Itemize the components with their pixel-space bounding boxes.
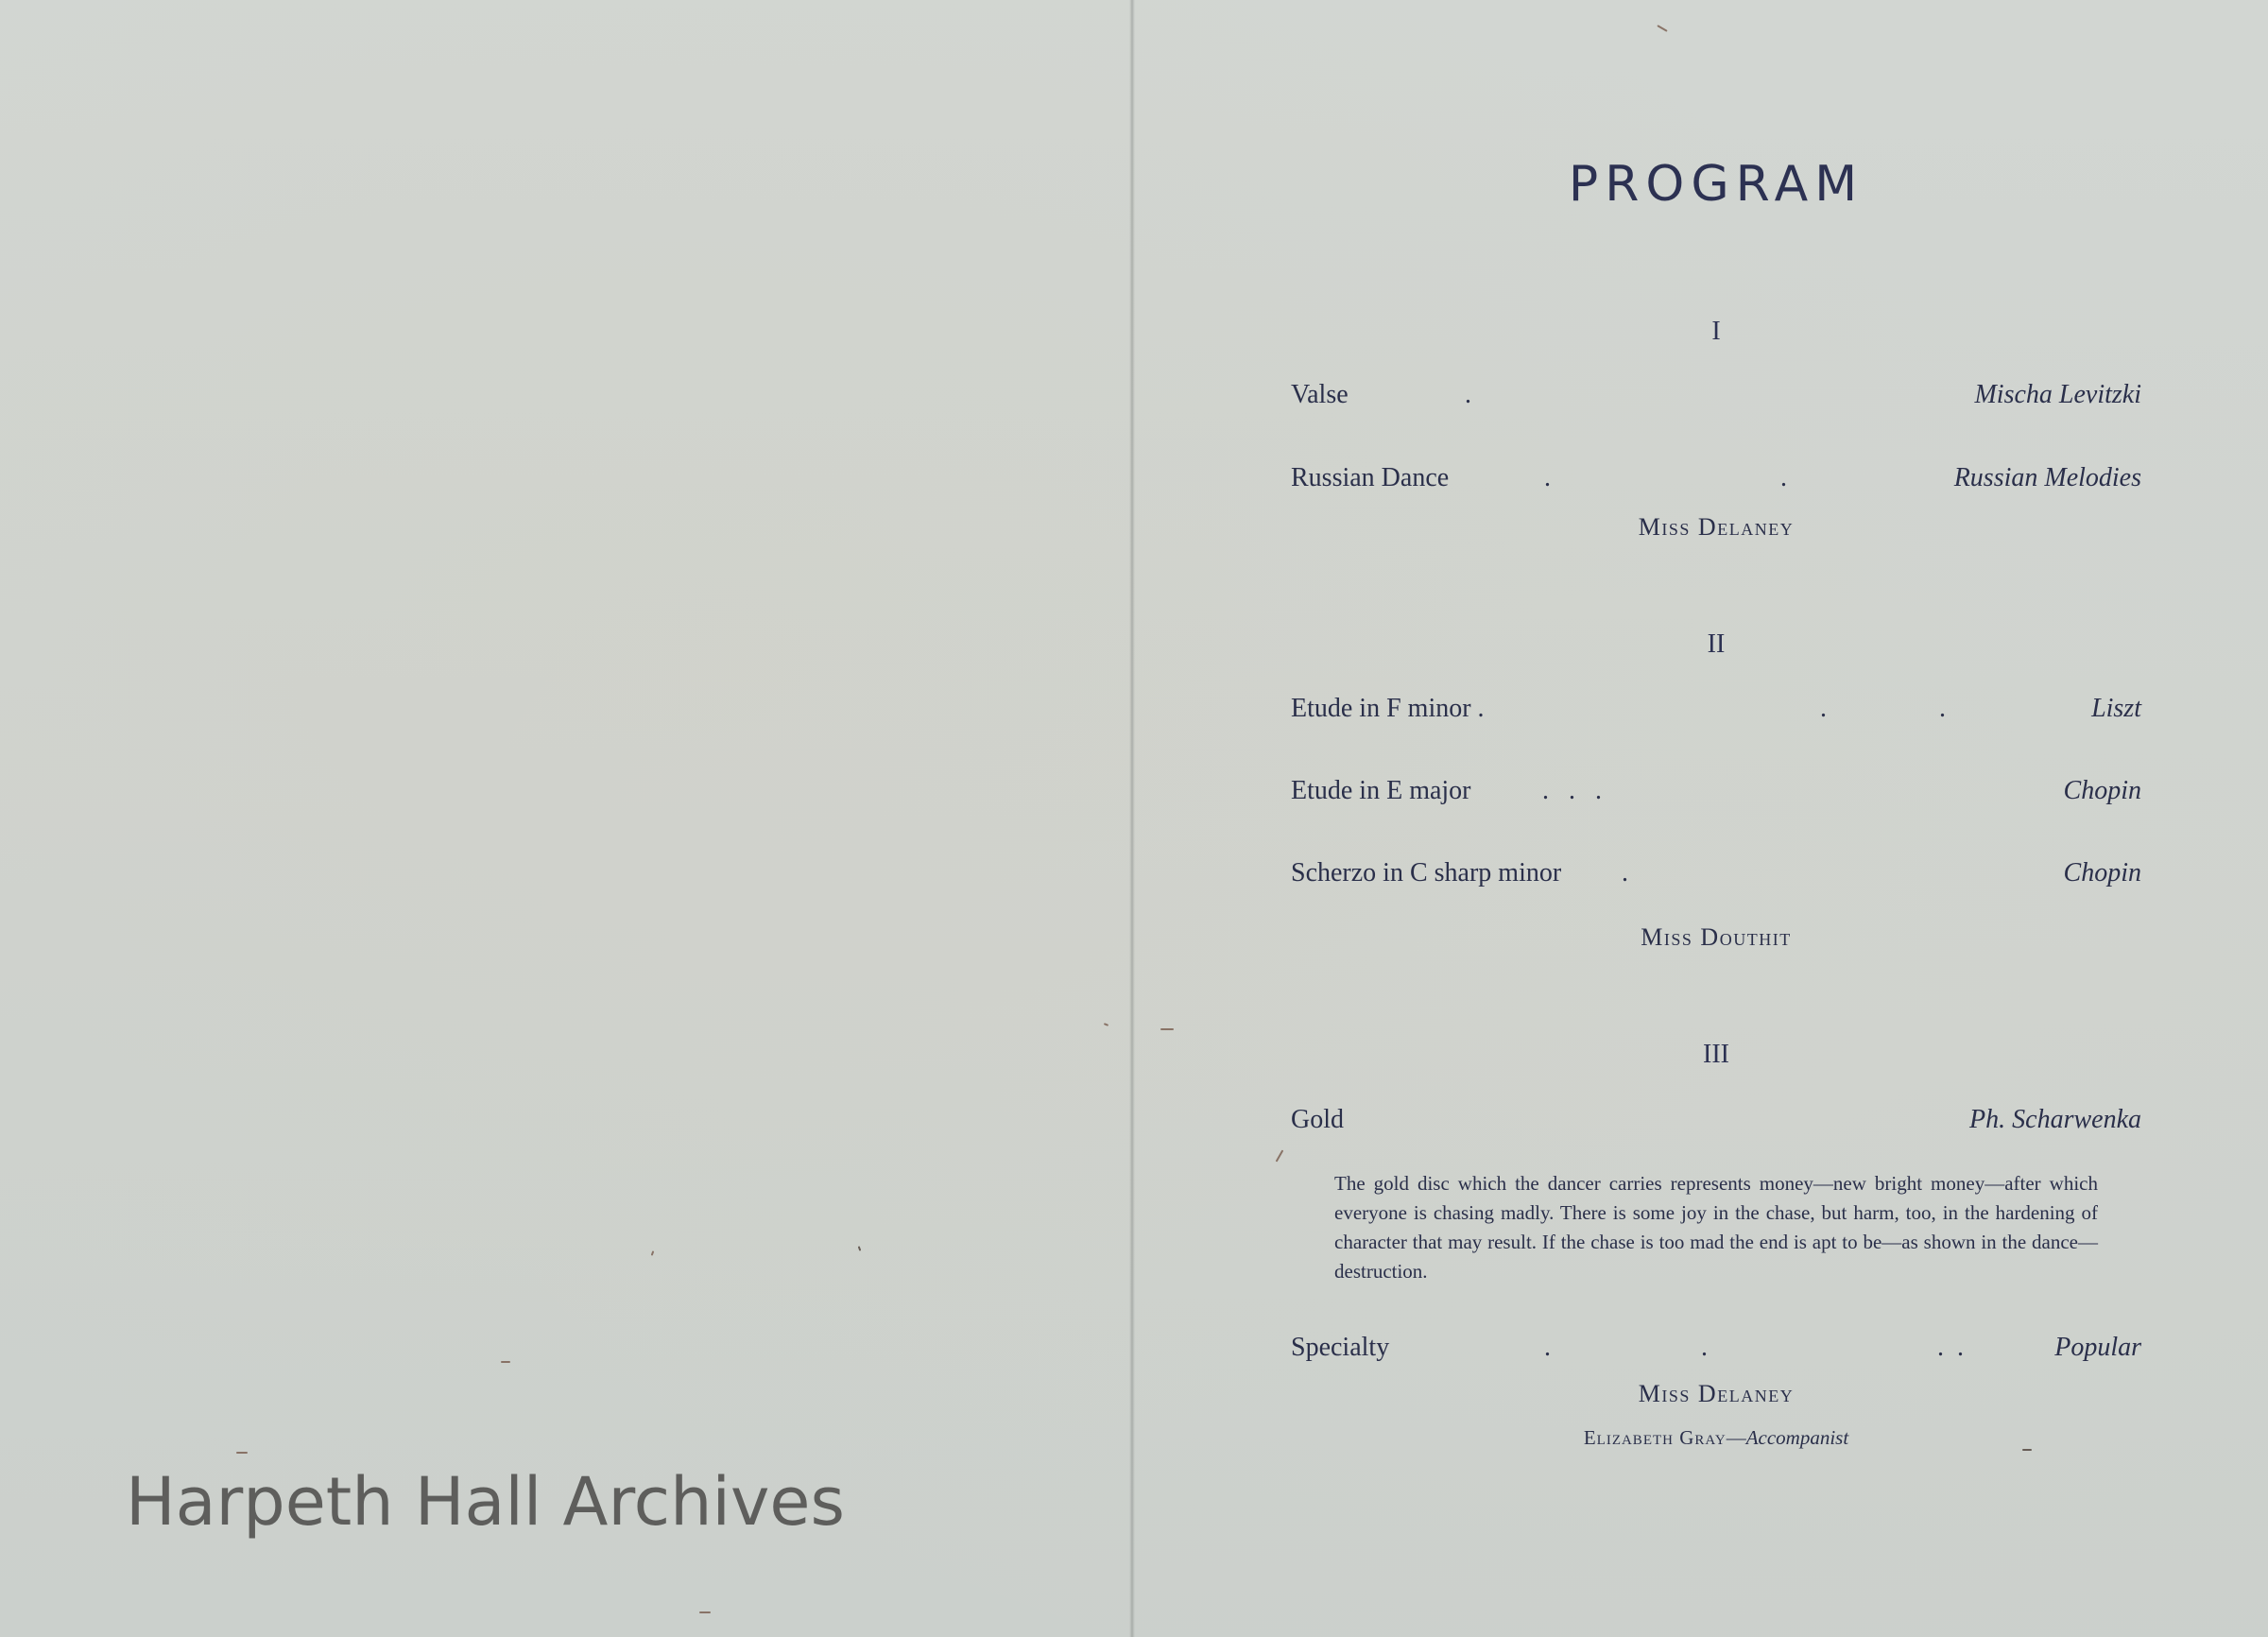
- accompanist-role: Accompanist: [1745, 1426, 1849, 1449]
- performer-name: Miss Delaney: [1638, 513, 1795, 541]
- piece-title: Scherzo in C sharp minor: [1291, 858, 1562, 887]
- program-item: [1291, 463, 2141, 501]
- paper-speck: [1276, 1149, 1284, 1162]
- piece-title: Etude in E major: [1291, 776, 1471, 805]
- program-heading: PROGRAM: [1568, 156, 1864, 213]
- section-numeral: III: [1703, 1040, 1729, 1069]
- leader-dots: .: [1780, 463, 1787, 492]
- composer: Russian Melodies: [1953, 463, 2141, 492]
- program-item: [1291, 776, 2141, 814]
- composer: Liszt: [2091, 694, 2141, 723]
- paper-speck: [651, 1250, 655, 1255]
- performer-name: Miss Douthit: [1641, 923, 1792, 951]
- section-numeral: I: [1711, 317, 1721, 346]
- leader-dots: .: [1465, 380, 1471, 409]
- paper-speck: [501, 1361, 510, 1363]
- program-item: [1291, 1105, 2141, 1143]
- performer-name: Miss Delaney: [1638, 1380, 1795, 1407]
- paper-speck: [1104, 1023, 1108, 1026]
- composer: Popular: [2054, 1333, 2141, 1362]
- program-item: [1291, 694, 2141, 732]
- dance-description: The gold disc which the dancer carries represents money—new bright money—after which everyone is chasing madly. There is some joy in the chase, but harm, too, in the hardening of character that may result. If the chase is too mad the end is apt to be—as shown in the dance—destruction.: [1334, 1172, 2098, 1283]
- piece-title: Valse: [1291, 380, 1349, 409]
- paper-speck: [1160, 1028, 1174, 1030]
- paper-speck: [236, 1452, 248, 1454]
- accompanist-name: Elizabeth Gray: [1583, 1426, 1727, 1449]
- leader-dots: .: [1701, 1333, 1708, 1362]
- leader-dots: .: [1544, 1333, 1551, 1362]
- leader-dots: .: [1622, 858, 1628, 887]
- archive-watermark: Harpeth Hall Archives: [126, 1463, 845, 1541]
- paper-speck: [699, 1611, 711, 1613]
- piece-title: Russian Dance: [1291, 463, 1450, 492]
- composer: Mischa Levitzki: [1974, 380, 2141, 409]
- accompanist-separator: —: [1726, 1426, 1746, 1449]
- leader-dots: .: [1820, 694, 1827, 723]
- accompanist-credit: [1291, 1426, 2141, 1450]
- leader-dots: . .: [1937, 1333, 1964, 1362]
- piece-title: Etude in F minor .: [1291, 694, 1485, 723]
- program-item: [1291, 858, 2141, 896]
- paper-speck: [858, 1246, 862, 1250]
- center-fold: [1129, 0, 1135, 1637]
- leader-dots: . . .: [1542, 776, 1602, 805]
- program-item: [1291, 380, 2141, 418]
- program-page: [1291, 0, 2141, 1637]
- composer: Chopin: [2063, 858, 2141, 887]
- piece-title: Gold: [1291, 1105, 1344, 1134]
- section-numeral: II: [1707, 629, 1726, 659]
- composer: Chopin: [2063, 776, 2141, 805]
- leader-dots: .: [1939, 694, 1946, 723]
- leader-dots: .: [1544, 463, 1551, 492]
- piece-title: Specialty: [1291, 1333, 1390, 1362]
- program-item: [1291, 1333, 2141, 1370]
- composer: Ph. Scharwenka: [1969, 1105, 2141, 1134]
